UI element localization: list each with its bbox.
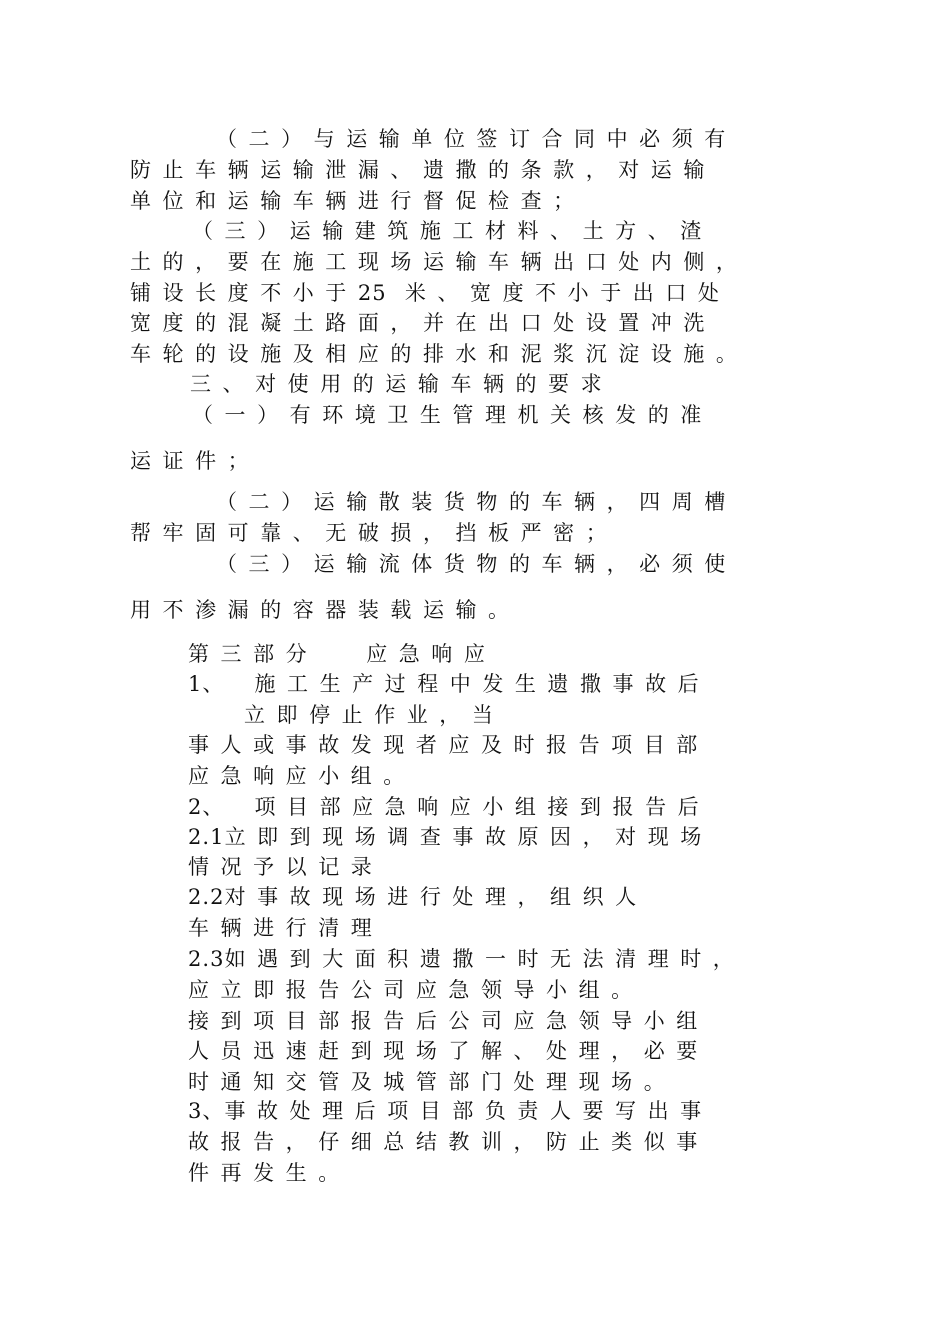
paragraph-line: 帮牢固可靠、无破损，挡板严密；: [130, 521, 619, 545]
paragraph-line: 用不渗漏的容器装载运输。: [130, 598, 521, 622]
item-number: 2.2: [188, 885, 225, 909]
paragraph-line: 宽度的混凝土路面，并在出口处设置冲洗: [130, 311, 716, 335]
paragraph-line: （一）有环境卫生管理机关核发的准: [192, 403, 713, 427]
paragraph-line: （三）运输流体货物的车辆，必须使: [216, 552, 737, 576]
list-item-line: [188, 822, 713, 852]
list-item-line: 应急响应小组。: [188, 764, 416, 788]
list-item-line: [188, 944, 745, 974]
part-title: 应急响应: [366, 642, 497, 666]
part-heading: [188, 639, 496, 669]
item-number: 1、: [188, 672, 225, 696]
paragraph-line: （二）与运输单位签订合同中必须有: [216, 127, 737, 151]
line-text: 铺设长度不小于: [130, 281, 358, 305]
item-number: 2.3: [188, 947, 225, 971]
item-number: 2、: [188, 795, 225, 819]
paragraph-line: [130, 278, 730, 308]
paragraph-line: 车轮的设施及相应的排水和泥浆沉淀设施。: [130, 342, 749, 366]
line-text: 米、宽度不小于出口处: [404, 281, 731, 305]
paragraph-line: （三）运输建筑施工材料、土方、渣: [192, 219, 713, 243]
list-item-line: [188, 882, 648, 912]
list-item-line: 情况予以记录: [188, 855, 384, 879]
paragraph-line: 土的，要在施工现场运输车辆出口处内侧，: [130, 250, 749, 274]
list-item-line: 接到项目部报告后公司应急领导小组: [188, 1009, 709, 1033]
list-item-line: 人员迅速赶到现场了解、处理，必要: [188, 1039, 709, 1063]
list-item-line: 事人或事故发现者应及时报告项目部: [188, 733, 709, 757]
item-number: 2.1: [188, 825, 225, 849]
part-label: 第三部分: [188, 642, 319, 666]
paragraph-line: 防止车辆运输泄漏、遗撒的条款，对运输: [130, 158, 716, 182]
list-item-line: [188, 1096, 713, 1126]
list-item-line: 车辆进行清理: [188, 916, 384, 940]
paragraph-line: 单位和运输车辆进行督促检查；: [130, 189, 586, 213]
list-item-line: 立即停止作业，当: [244, 703, 505, 727]
line-text: 对事故现场进行处理，组织人: [224, 885, 648, 909]
line-text: 立即到现场调查事故原因，对现场: [224, 825, 713, 849]
line-text: 项目部应急响应小组接到报告后: [254, 795, 711, 819]
list-item-line: 故报告，仔细总结教训，防止类似事: [188, 1130, 709, 1154]
item-number: 3、: [188, 1099, 225, 1123]
section-heading: 三、对使用的运输车辆的要求: [190, 372, 614, 396]
number-text: 25: [357, 281, 387, 305]
paragraph-line: 运证件；: [130, 449, 261, 473]
list-item-line: 件再发生。: [188, 1161, 351, 1185]
list-item-line: [188, 669, 710, 699]
paragraph-line: （二）运输散装货物的车辆，四周槽: [216, 490, 737, 514]
list-item-line: [188, 792, 710, 822]
list-item-line: 应立即报告公司应急领导小组。: [188, 978, 644, 1002]
line-text: 事故处理后项目部负责人要写出事: [224, 1099, 713, 1123]
line-text: 如遇到大面积遗撒一时无法清理时，: [224, 947, 746, 971]
list-item-line: 时通知交管及城管部门处理现场。: [188, 1070, 677, 1094]
line-text: 施工生产过程中发生遗撒事故后: [254, 672, 711, 696]
